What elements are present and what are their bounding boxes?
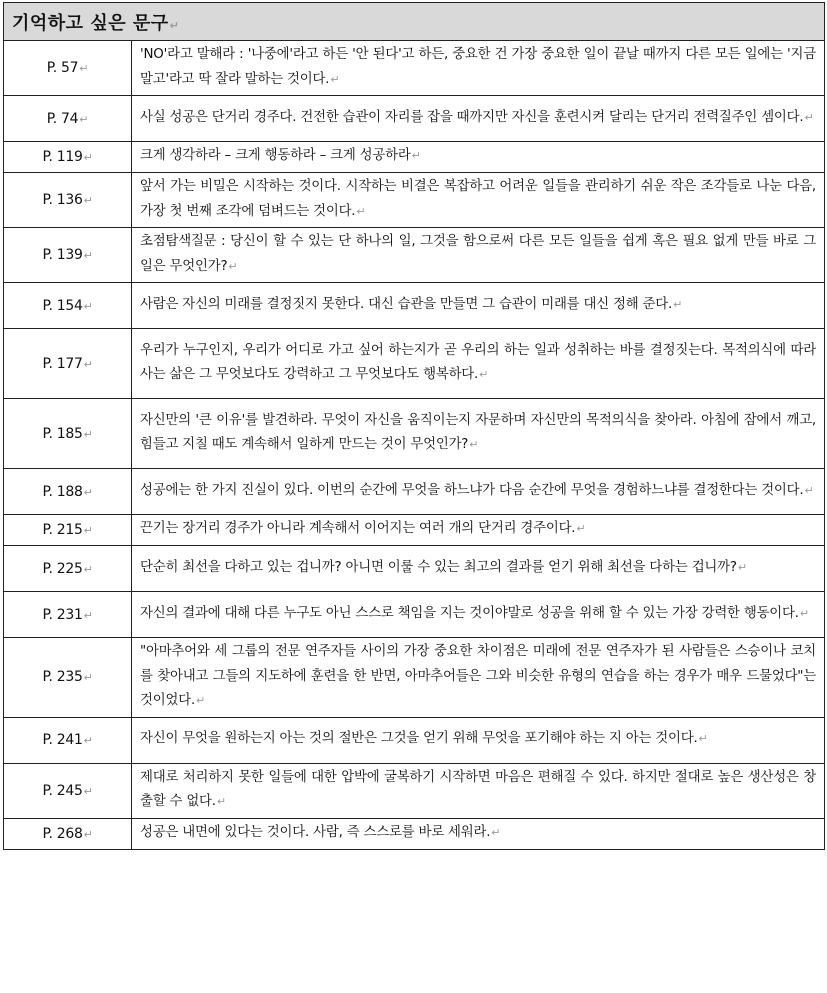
page-number-cell bbox=[4, 546, 132, 592]
quote-cell bbox=[132, 173, 825, 228]
paragraph-mark-icon: ↵ bbox=[83, 151, 93, 164]
quote-cell bbox=[132, 515, 825, 546]
paragraph-mark-icon: ↵ bbox=[83, 784, 93, 798]
quote-cell bbox=[132, 283, 825, 329]
table-row bbox=[4, 228, 825, 283]
page-number: P. 245 bbox=[42, 782, 83, 799]
page-number: P. 231 bbox=[42, 606, 83, 623]
quote-text: 단순히 최선을 다하고 있는 겁니까? 아니면 이룰 수 있는 최고의 결과를 얻기 위해 최선을 다하는 겁니까? bbox=[140, 559, 737, 575]
quote-cell bbox=[132, 818, 825, 849]
header-row bbox=[4, 3, 825, 41]
quote-cell bbox=[132, 228, 825, 283]
paragraph-mark-icon: ↵ bbox=[216, 795, 226, 808]
table-row bbox=[4, 717, 825, 763]
paragraph-mark-icon: ↵ bbox=[698, 732, 708, 746]
paragraph-mark-icon: ↵ bbox=[83, 357, 93, 371]
page-number-cell bbox=[4, 329, 132, 399]
page-number-cell bbox=[4, 515, 132, 546]
paragraph-mark-icon: ↵ bbox=[83, 194, 93, 207]
table-row bbox=[4, 515, 825, 546]
table-row bbox=[4, 592, 825, 638]
paragraph-mark-icon: ↵ bbox=[83, 524, 93, 537]
quote-text: 자신의 결과에 대해 다른 누구도 아닌 스스로 책임을 지는 것이야말로 성공을 위해 할 수 있는 가장 강력한 행동이다. bbox=[140, 605, 799, 621]
paragraph-mark-icon: ↵ bbox=[469, 438, 479, 451]
paragraph-mark-icon: ↵ bbox=[83, 827, 93, 841]
page-number-cell bbox=[4, 818, 132, 849]
quote-text: 사실 성공은 단거리 경주다. 건전한 습관이 자리를 잡을 때까지만 자신을 훈련시켜 달리는 단거리 전력질주인 셈이다. bbox=[140, 109, 804, 125]
quote-text: 초점탐색질문 : 당신이 할 수 있는 단 하나의 일, 그것을 함으로써 다른 모든 일들을 쉽게 혹은 필요 없게 만들 바로 그 일은 무엇인가? bbox=[140, 234, 816, 274]
page-number: P. 188 bbox=[42, 483, 83, 500]
quote-text: 자신만의 '큰 이유'를 발견하라. 무엇이 자신을 움직이는지 자문하며 자신만의 목적의식을 찾아라. 아침에 잠에서 깨고, 힘들고 지칠 때도 계속해서 일하게 만드는 것이 무엇인가? bbox=[140, 412, 816, 452]
page-number-cell bbox=[4, 638, 132, 718]
paragraph-mark-icon: ↵ bbox=[83, 562, 93, 576]
page-number: P. 268 bbox=[42, 825, 83, 842]
paragraph-mark-icon: ↵ bbox=[576, 522, 586, 536]
page-number: P. 235 bbox=[42, 669, 83, 686]
page-number-cell bbox=[4, 41, 132, 96]
table-header bbox=[4, 3, 825, 41]
quote-cell bbox=[132, 717, 825, 763]
page-number-cell bbox=[4, 763, 132, 818]
table-row bbox=[4, 399, 825, 469]
quote-text: 제대로 처리하지 못한 일들에 대한 압박에 굴복하기 시작하면 마음은 편해질 수 있다. 하지만 절대로 높은 생산성은 창출할 수 없다. bbox=[140, 769, 816, 809]
paragraph-mark-icon: ↵ bbox=[330, 72, 340, 86]
table-row bbox=[4, 638, 825, 718]
page-number: P. 119 bbox=[42, 149, 83, 165]
quote-cell bbox=[132, 763, 825, 818]
quote-text: 'NO'라고 말해라 : '나중에'라고 하든 '안 된다'고 하든, 중요한 건 가장 중요한 일이 끝날 때까지 다른 모든 일에는 '지금 말고'라고 딱 잘라 말하는 것이다. bbox=[140, 47, 816, 87]
paragraph-mark-icon: ↵ bbox=[804, 483, 814, 497]
quote-text: 앞서 가는 비밀은 시작하는 것이다. 시작하는 비결은 복잡하고 어려운 일들을 관리하기 쉬운 작은 조각들로 나눈 다음, 가장 첫 번째 조각에 덤벼드는 것이다. bbox=[140, 179, 816, 219]
quote-cell bbox=[132, 41, 825, 96]
page-number: P. 185 bbox=[42, 425, 83, 442]
page-number-cell bbox=[4, 399, 132, 469]
quote-text: 크게 생각하라 – 크게 행동하라 – 크게 성공하라 bbox=[140, 148, 411, 164]
table-row bbox=[4, 283, 825, 329]
quote-cell bbox=[132, 142, 825, 173]
quote-text: 자신이 무엇을 원하는지 아는 것의 절반은 그것을 얻기 위해 무엇을 포기해야 하는 지 아는 것이다. bbox=[140, 731, 698, 747]
page-number-cell bbox=[4, 283, 132, 329]
page-number: P. 74 bbox=[46, 110, 79, 127]
quote-text: "아마추어와 세 그룹의 전문 연주자들 사이의 가장 중요한 차이점은 미래에 전문 연주자가 된 사람들은 스승이나 코치를 찾아내고 그들의 지도하에 훈련을 한 반면, 아마추어들은 그와 비슷한 유형의 연습을 하는 경우가 매우 드물었다"는 것이었다. bbox=[140, 644, 816, 708]
page-number: P. 225 bbox=[42, 560, 83, 577]
paragraph-mark-icon: ↵ bbox=[169, 18, 180, 32]
paragraph-mark-icon: ↵ bbox=[83, 249, 93, 262]
table-row bbox=[4, 142, 825, 173]
page-number-cell bbox=[4, 142, 132, 173]
quote-text: 성공은 내면에 있다는 것이다. 사람, 즉 스스로를 바로 세워라. bbox=[140, 824, 491, 840]
table-row bbox=[4, 41, 825, 96]
paragraph-mark-icon: ↵ bbox=[491, 825, 501, 839]
table-row bbox=[4, 469, 825, 515]
paragraph-mark-icon: ↵ bbox=[479, 368, 489, 381]
page-number: P. 177 bbox=[42, 355, 83, 372]
quote-cell bbox=[132, 329, 825, 399]
page-number-cell bbox=[4, 173, 132, 228]
table-row bbox=[4, 818, 825, 849]
quote-text: 끈기는 장거리 경주가 아니라 계속해서 이어지는 여러 개의 단거리 경주이다. bbox=[140, 521, 576, 537]
paragraph-mark-icon: ↵ bbox=[228, 259, 238, 273]
quote-cell bbox=[132, 638, 825, 718]
table-row bbox=[4, 763, 825, 818]
page-number: P. 136 bbox=[42, 192, 83, 208]
paragraph-mark-icon: ↵ bbox=[673, 297, 683, 311]
paragraph-mark-icon: ↵ bbox=[83, 608, 93, 622]
quote-cell bbox=[132, 592, 825, 638]
page-number: P. 154 bbox=[42, 297, 83, 314]
paragraph-mark-icon: ↵ bbox=[83, 671, 93, 685]
page-number-cell bbox=[4, 592, 132, 638]
paragraph-mark-icon: ↵ bbox=[799, 606, 809, 620]
paragraph-mark-icon: ↵ bbox=[79, 62, 89, 75]
paragraph-mark-icon: ↵ bbox=[79, 112, 89, 126]
page-number: P. 57 bbox=[46, 60, 79, 76]
paragraph-mark-icon: ↵ bbox=[83, 299, 93, 313]
quote-cell bbox=[132, 399, 825, 469]
table-row bbox=[4, 329, 825, 399]
quote-text: 우리가 누구인지, 우리가 어디로 가고 싶어 하는지가 곧 우리의 하는 일과 성취하는 바를 결정짓는다. 목적의식에 따라 사는 삶은 그 무엇보다도 강력하고 그 무엇보다도 행복하다. bbox=[140, 342, 816, 382]
quote-cell bbox=[132, 469, 825, 515]
paragraph-mark-icon: ↵ bbox=[804, 110, 814, 124]
page-number: P. 215 bbox=[42, 522, 83, 538]
table-row bbox=[4, 173, 825, 228]
table-title: 기억하고 싶은 문구 bbox=[12, 12, 169, 34]
paragraph-mark-icon: ↵ bbox=[83, 734, 93, 747]
paragraph-mark-icon: ↵ bbox=[411, 149, 421, 163]
quote-cell bbox=[132, 546, 825, 592]
paragraph-mark-icon: ↵ bbox=[83, 485, 93, 499]
page-number: P. 139 bbox=[42, 247, 83, 263]
quote-text: 사람은 자신의 미래를 결정짓지 못한다. 대신 습관을 만들면 그 습관이 미래를 대신 정해 준다. bbox=[140, 296, 673, 312]
paragraph-mark-icon: ↵ bbox=[83, 427, 93, 441]
page-number-cell bbox=[4, 96, 132, 142]
table-row bbox=[4, 96, 825, 142]
page-number-cell bbox=[4, 228, 132, 283]
page-number: P. 241 bbox=[42, 732, 83, 748]
quote-cell bbox=[132, 96, 825, 142]
paragraph-mark-icon: ↵ bbox=[356, 204, 366, 218]
quote-text: 성공에는 한 가지 진실이 있다. 이번의 순간에 무엇을 하느냐가 다음 순간에 무엇을 경험하느냐를 결정한다는 것이다. bbox=[140, 482, 804, 498]
quote-table bbox=[3, 2, 825, 850]
page-number-cell bbox=[4, 469, 132, 515]
page-number-cell bbox=[4, 717, 132, 763]
paragraph-mark-icon: ↵ bbox=[196, 694, 206, 707]
paragraph-mark-icon: ↵ bbox=[737, 560, 747, 574]
table-row bbox=[4, 546, 825, 592]
